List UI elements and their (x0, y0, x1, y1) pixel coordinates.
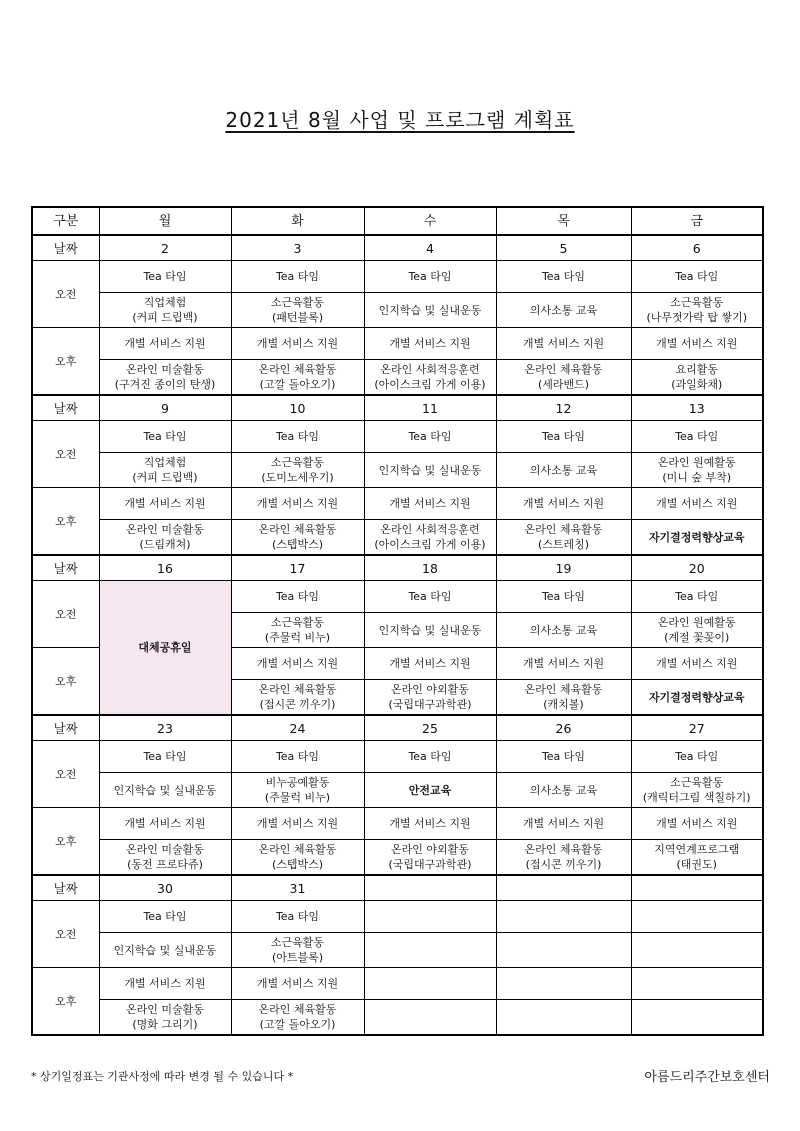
support-cell: 개별 서비스 지원 (99, 328, 231, 360)
activity-detail: (도미노세우기) (261, 471, 334, 484)
afternoon-activity-cell (631, 680, 763, 716)
afternoon-label: 오후 (32, 968, 99, 1036)
tea-time-cell (631, 901, 763, 933)
date-cell-wed (364, 875, 496, 901)
tea-time-cell: Tea 타임 (99, 421, 231, 453)
morning-activity-cell (364, 453, 496, 488)
activity-title: 온라인 체육활동 (258, 363, 337, 376)
tea-time-cell: Tea 타임 (231, 741, 364, 773)
tea-time-cell: Tea 타임 (99, 261, 231, 293)
tea-time-cell: Tea 타임 (364, 421, 496, 453)
tea-time-cell: Tea 타임 (99, 901, 231, 933)
date-cell-thu: 12 (496, 395, 631, 421)
activity-title: 온라인 야외활동 (391, 683, 469, 696)
header-gubun: 구분 (32, 207, 99, 235)
morning-label: 오전 (32, 261, 99, 328)
date-cell-wed: 18 (364, 555, 496, 581)
morning-activity-cell (631, 293, 763, 328)
morning-tea-row (32, 421, 763, 453)
afternoon-activity-cell (631, 840, 763, 876)
date-cell-mon: 9 (99, 395, 231, 421)
afternoon-activity-cell (364, 840, 496, 876)
activity-title: 지역연계프로그램 (654, 843, 740, 856)
activity-title: 의사소통 교육 (529, 463, 598, 477)
activity-title: 안전교육 (408, 783, 452, 797)
activity-title: 소근육활동 (670, 296, 724, 309)
activity-detail: (동전 프로타쥬) (127, 858, 203, 871)
activity-detail: (주물럭 비누) (264, 631, 331, 644)
activity-detail: (주물럭 비누) (264, 791, 331, 804)
afternoon-activity-cell (364, 680, 496, 716)
afternoon-activity-row (32, 840, 763, 876)
date-cell-tue: 31 (231, 875, 364, 901)
afternoon-label: 오후 (32, 488, 99, 556)
afternoon-activity-cell (231, 520, 364, 556)
afternoon-label: 오후 (32, 328, 99, 396)
header-day-thu: 목 (496, 207, 631, 235)
morning-activity-cell (99, 293, 231, 328)
date-cell-tue: 10 (231, 395, 364, 421)
activity-title: 인지학습 및 실내운동 (113, 783, 217, 797)
activity-title: 인지학습 및 실내운동 (113, 943, 217, 957)
morning-activity-cell (231, 453, 364, 488)
date-cell-mon: 2 (99, 235, 231, 261)
morning-activity-cell (496, 933, 631, 968)
afternoon-support-row (32, 488, 763, 520)
afternoon-activity-cell (496, 520, 631, 556)
support-cell: 개별 서비스 지원 (231, 808, 364, 840)
activity-title: 소근육활동 (270, 616, 325, 629)
morning-activity-cell (496, 773, 631, 808)
support-cell: 개별 서비스 지원 (231, 968, 364, 1000)
afternoon-activity-cell (231, 680, 364, 716)
footer-note: * 상기일정표는 기관사정에 따라 변경 될 수 있습니다 * (31, 1070, 294, 1083)
morning-activity-cell (99, 453, 231, 488)
date-row (32, 395, 763, 421)
tea-time-cell: Tea 타임 (231, 421, 364, 453)
support-cell (364, 968, 496, 1000)
activity-title: 온라인 사회적응훈련 (380, 363, 480, 376)
morning-label: 오전 (32, 421, 99, 488)
support-cell (496, 968, 631, 1000)
morning-activity-cell (99, 933, 231, 968)
afternoon-support-row (32, 808, 763, 840)
morning-activity-row (32, 773, 763, 808)
date-cell-thu: 19 (496, 555, 631, 581)
morning-activity-cell (231, 613, 364, 648)
morning-activity-cell (631, 773, 763, 808)
activity-detail: (나무젓가락 탑 쌓기) (646, 311, 748, 324)
activity-detail: (스트레칭) (537, 538, 590, 551)
support-cell: 개별 서비스 지원 (496, 328, 631, 360)
activity-title: 온라인 체육활동 (258, 683, 337, 696)
date-cell-tue: 17 (231, 555, 364, 581)
activity-detail: (국립대구과학관) (388, 698, 472, 711)
afternoon-label: 오후 (32, 648, 99, 716)
activity-title: 의사소통 교육 (529, 623, 598, 637)
afternoon-activity-cell (496, 1000, 631, 1036)
tea-time-cell: Tea 타임 (364, 581, 496, 613)
morning-label: 오전 (32, 741, 99, 808)
date-cell-wed: 4 (364, 235, 496, 261)
afternoon-activity-cell (231, 840, 364, 876)
activity-title: 온라인 원예활동 (657, 616, 736, 629)
activity-title: 소근육활동 (270, 936, 325, 949)
morning-activity-cell (231, 773, 364, 808)
date-cell-mon: 23 (99, 715, 231, 741)
tea-time-cell: Tea 타임 (631, 581, 763, 613)
afternoon-activity-cell (496, 360, 631, 396)
morning-tea-row (32, 581, 763, 613)
schedule-table (31, 206, 764, 1036)
activity-detail: (캐치볼) (543, 698, 584, 711)
support-cell: 개별 서비스 지원 (631, 488, 763, 520)
afternoon-activity-cell (364, 360, 496, 396)
morning-activity-cell (364, 613, 496, 648)
date-cell-fri: 20 (631, 555, 763, 581)
tea-time-cell: Tea 타임 (496, 261, 631, 293)
afternoon-activity-cell (364, 1000, 496, 1036)
afternoon-activity-cell (99, 520, 231, 556)
tea-time-cell: Tea 타임 (99, 741, 231, 773)
activity-title: 온라인 체육활동 (258, 1003, 337, 1016)
activity-title: 온라인 사회적응훈련 (380, 523, 480, 536)
tea-time-cell: Tea 타임 (496, 741, 631, 773)
activity-title: 인지학습 및 실내운동 (378, 303, 482, 317)
afternoon-activity-cell (631, 360, 763, 396)
morning-activity-cell (364, 773, 496, 808)
support-cell: 개별 서비스 지원 (496, 488, 631, 520)
date-label: 날짜 (32, 715, 99, 741)
tea-time-cell (364, 901, 496, 933)
header-day-wed: 수 (364, 207, 496, 235)
morning-label: 오전 (32, 581, 99, 648)
activity-title: 온라인 미술활동 (126, 843, 204, 856)
support-cell: 개별 서비스 지원 (631, 808, 763, 840)
afternoon-activity-cell (231, 1000, 364, 1036)
header-row (32, 207, 763, 235)
date-label: 날짜 (32, 555, 99, 581)
activity-detail: (드림캐쳐) (139, 538, 191, 551)
activity-title: 직업체험 (143, 456, 187, 469)
date-label: 날짜 (32, 875, 99, 901)
morning-tea-row (32, 741, 763, 773)
morning-activity-cell (231, 293, 364, 328)
page-title (0, 104, 800, 133)
activity-title: 의사소통 교육 (529, 783, 598, 797)
activity-title: 온라인 미술활동 (126, 1003, 204, 1016)
morning-activity-cell (364, 933, 496, 968)
activity-detail: (스텝박스) (271, 858, 324, 871)
support-cell: 개별 서비스 지원 (631, 328, 763, 360)
support-cell: 개별 서비스 지원 (364, 488, 496, 520)
activity-title: 인지학습 및 실내운동 (378, 623, 482, 637)
support-cell: 개별 서비스 지원 (496, 808, 631, 840)
activity-title: 온라인 미술활동 (126, 363, 204, 376)
activity-title: 자기결정력향상교육 (648, 530, 745, 544)
activity-title: 온라인 체육활동 (258, 523, 337, 536)
morning-activity-cell (496, 453, 631, 488)
date-cell-wed: 11 (364, 395, 496, 421)
activity-detail: (커피 드립백) (132, 311, 198, 324)
date-row (32, 875, 763, 901)
tea-time-cell: Tea 타임 (496, 581, 631, 613)
morning-tea-row (32, 901, 763, 933)
activity-title: 온라인 체육활동 (258, 843, 337, 856)
activity-title: 온라인 체육활동 (524, 683, 603, 696)
morning-activity-cell (496, 293, 631, 328)
activity-detail: (커피 드립백) (132, 471, 198, 484)
support-cell: 개별 서비스 지원 (364, 648, 496, 680)
morning-tea-row (32, 261, 763, 293)
morning-activity-row (32, 933, 763, 968)
activity-detail: (계절 꽃꽂이) (664, 631, 730, 644)
activity-detail: (고깔 돌아오기) (259, 1018, 336, 1031)
activity-detail: (접시콘 끼우기) (259, 698, 336, 711)
tea-time-cell: Tea 타임 (364, 261, 496, 293)
activity-detail: (패턴블록) (271, 311, 324, 324)
activity-title: 온라인 체육활동 (524, 363, 603, 376)
morning-activity-cell (631, 613, 763, 648)
tea-time-cell: Tea 타임 (631, 741, 763, 773)
afternoon-activity-cell (496, 680, 631, 716)
date-cell-fri (631, 875, 763, 901)
support-cell: 개별 서비스 지원 (364, 328, 496, 360)
date-cell-tue: 24 (231, 715, 364, 741)
date-cell-fri: 27 (631, 715, 763, 741)
activity-title: 자기결정력향상교육 (648, 690, 745, 704)
tea-time-cell: Tea 타임 (231, 261, 364, 293)
afternoon-support-row (32, 328, 763, 360)
activity-detail: (아트블록) (271, 951, 324, 964)
activity-detail: (과일화채) (671, 378, 723, 391)
activity-title: 소근육활동 (270, 296, 325, 309)
afternoon-label: 오후 (32, 808, 99, 876)
support-cell: 개별 서비스 지원 (99, 968, 231, 1000)
afternoon-activity-row (32, 360, 763, 396)
activity-title: 직업체험 (143, 296, 187, 309)
tea-time-cell: Tea 타임 (231, 581, 364, 613)
header-day-fri: 금 (631, 207, 763, 235)
morning-activity-cell (496, 613, 631, 648)
date-cell-fri: 6 (631, 235, 763, 261)
morning-activity-cell (231, 933, 364, 968)
activity-title: 온라인 체육활동 (524, 843, 603, 856)
afternoon-activity-cell (99, 360, 231, 396)
support-cell: 개별 서비스 지원 (99, 488, 231, 520)
tea-time-cell: Tea 타임 (631, 421, 763, 453)
morning-activity-cell (631, 933, 763, 968)
support-cell: 개별 서비스 지원 (364, 808, 496, 840)
activity-detail: (구겨진 종이의 탄생) (114, 378, 216, 391)
date-cell-mon: 16 (99, 555, 231, 581)
morning-label: 오전 (32, 901, 99, 968)
activity-detail: (캐릭터그림 색칠하기) (642, 791, 751, 804)
morning-activity-row (32, 453, 763, 488)
morning-activity-cell (364, 293, 496, 328)
afternoon-activity-cell (99, 1000, 231, 1036)
afternoon-activity-cell (496, 840, 631, 876)
activity-detail: (미니 숲 부착) (662, 471, 732, 484)
afternoon-activity-cell (231, 360, 364, 396)
activity-title: 온라인 체육활동 (524, 523, 603, 536)
activity-title: 인지학습 및 실내운동 (378, 463, 482, 477)
support-cell: 개별 서비스 지원 (99, 808, 231, 840)
afternoon-support-row (32, 968, 763, 1000)
activity-title: 온라인 미술활동 (126, 523, 204, 536)
date-cell-mon: 30 (99, 875, 231, 901)
header-day-mon: 월 (99, 207, 231, 235)
activity-title: 온라인 야외활동 (391, 843, 469, 856)
support-cell (631, 968, 763, 1000)
date-row (32, 555, 763, 581)
date-cell-thu: 5 (496, 235, 631, 261)
date-row (32, 235, 763, 261)
activity-detail: (세라밴드) (537, 378, 590, 391)
morning-activity-cell (631, 453, 763, 488)
support-cell: 개별 서비스 지원 (231, 488, 364, 520)
support-cell: 개별 서비스 지원 (631, 648, 763, 680)
date-label: 날짜 (32, 235, 99, 261)
tea-time-cell: Tea 타임 (364, 741, 496, 773)
afternoon-activity-row (32, 1000, 763, 1036)
date-cell-thu (496, 875, 631, 901)
activity-detail: (스텝박스) (271, 538, 324, 551)
activity-detail: (명화 그리기) (132, 1018, 198, 1031)
activity-detail: (태권도) (676, 858, 717, 871)
date-cell-thu: 26 (496, 715, 631, 741)
activity-detail: (아이스크림 가게 이용) (374, 378, 486, 391)
support-cell: 개별 서비스 지원 (231, 328, 364, 360)
date-row (32, 715, 763, 741)
activity-detail: (아이스크림 가게 이용) (374, 538, 486, 551)
date-cell-wed: 25 (364, 715, 496, 741)
support-cell: 개별 서비스 지원 (231, 648, 364, 680)
activity-title: 소근육활동 (670, 776, 724, 789)
activity-title: 요리활동 (675, 363, 718, 376)
activity-title: 의사소통 교육 (529, 303, 598, 317)
afternoon-activity-cell (631, 520, 763, 556)
activity-detail: (국립대구과학관) (388, 858, 472, 871)
afternoon-activity-cell (631, 1000, 763, 1036)
activity-title: 온라인 원예활동 (657, 456, 736, 469)
date-cell-tue: 3 (231, 235, 364, 261)
activity-detail: (고깔 돌아오기) (259, 378, 336, 391)
activity-detail: (접시콘 끼우기) (525, 858, 602, 871)
tea-time-cell: Tea 타임 (496, 421, 631, 453)
afternoon-activity-row (32, 520, 763, 556)
header-day-tue: 화 (231, 207, 364, 235)
tea-time-cell: Tea 타임 (231, 901, 364, 933)
date-label: 날짜 (32, 395, 99, 421)
date-cell-fri: 13 (631, 395, 763, 421)
tea-time-cell (496, 901, 631, 933)
activity-title: 비누공예활동 (265, 776, 330, 789)
afternoon-activity-cell (99, 840, 231, 876)
tea-time-cell: Tea 타임 (631, 261, 763, 293)
activity-title: 소근육활동 (270, 456, 325, 469)
page-title-text: 2021년 8월 사업 및 프로그램 계획표 (225, 108, 575, 132)
holiday-cell: 대체공휴일 (99, 581, 231, 716)
center-name: 아름드리주간보호센터 (644, 1070, 770, 1085)
support-cell: 개별 서비스 지원 (496, 648, 631, 680)
afternoon-activity-cell (364, 520, 496, 556)
morning-activity-row (32, 293, 763, 328)
morning-activity-cell (99, 773, 231, 808)
